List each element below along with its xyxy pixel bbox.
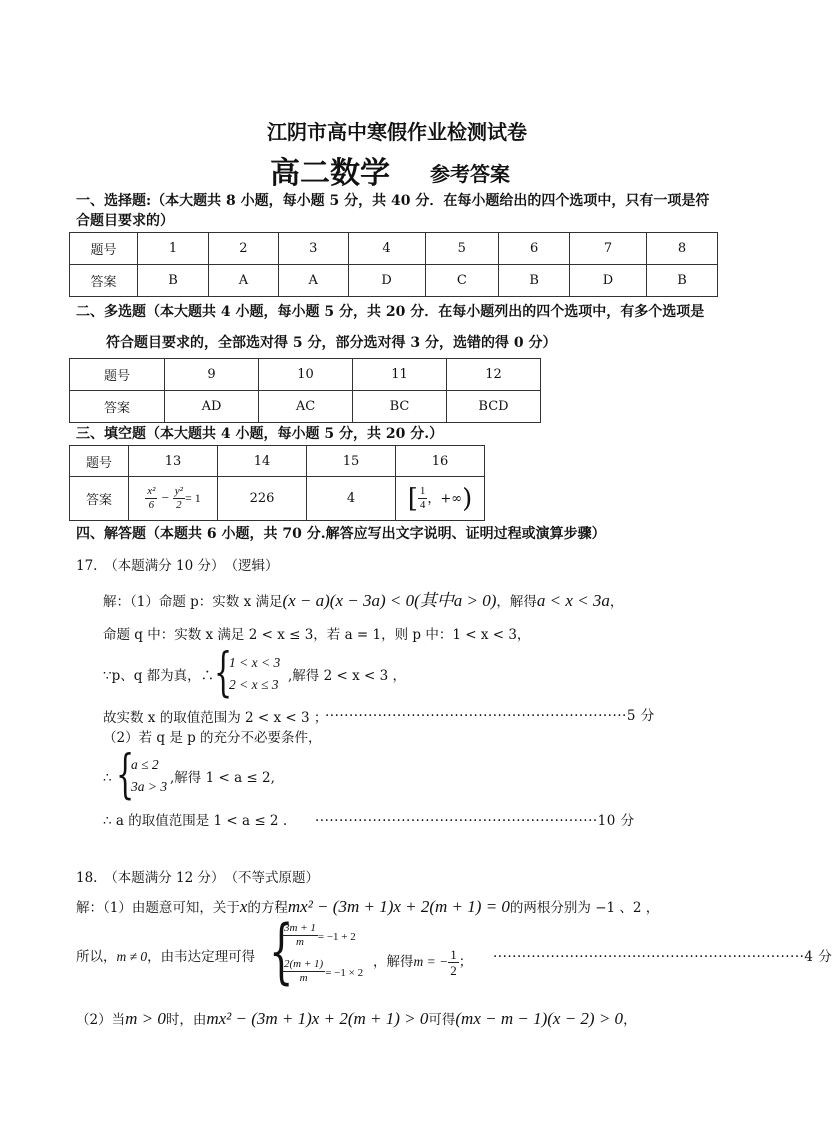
- q18-header: 18. （本题满分 12 分） （不等式原题）: [76, 870, 319, 886]
- q17-score-10: ···························································10 分: [315, 813, 635, 829]
- subject-title: 高二数学: [270, 156, 390, 191]
- text: [76, 947, 255, 967]
- text: [373, 947, 472, 978]
- section2-answer-row: [70, 391, 541, 423]
- table-label-cell: 答案: [70, 391, 165, 423]
- section2-heading-line1: 二、多选题（本大题共 4 小题，每小题 5 分，共 20 分．在每小题列出的四个选项中，有多个选项是: [76, 304, 705, 320]
- number-cell: 13: [129, 446, 218, 477]
- table-label-cell: 题号: [70, 446, 129, 477]
- numerator: 1: [450, 947, 457, 962]
- answer-cell: A: [208, 265, 278, 297]
- math-expr: m ≠ 0: [116, 949, 148, 964]
- section1-answer-row: [70, 265, 718, 297]
- number-cell: 15: [307, 446, 396, 477]
- q18-score-4: ·································································4 分: [493, 949, 832, 965]
- left-brace: {: [214, 643, 233, 703]
- text: （2）当: [76, 1012, 126, 1028]
- answer-cell: B: [646, 265, 717, 297]
- number-cell: 3: [278, 233, 348, 265]
- equation-tail: = 1: [184, 491, 201, 505]
- answer-cell: B: [499, 265, 570, 297]
- text: 时，由: [165, 1012, 207, 1028]
- math-expr: (mx − m − 1)(x − 2) > 0: [455, 1009, 624, 1028]
- table-label-cell: 题号: [70, 233, 138, 265]
- number-cell: 12: [447, 359, 541, 391]
- math-expr: a < x < 3a: [536, 591, 610, 610]
- answer-cell-13: [129, 477, 218, 521]
- numerator: y²: [174, 485, 183, 497]
- numerator: 3m + 1: [284, 922, 316, 934]
- numerator: x²: [147, 485, 156, 497]
- right-paren: ): [462, 483, 473, 514]
- text: ，由韦达定理可得: [147, 949, 256, 965]
- vieta-eq2: [282, 958, 363, 985]
- table-label-cell: 答案: [70, 477, 129, 521]
- answer-cell: 4: [307, 477, 396, 521]
- fraction: [173, 485, 185, 512]
- math-expr: x: [239, 897, 248, 916]
- text: ,解得 1 < a ≤ 2,: [170, 770, 275, 786]
- q17-line1: [103, 591, 623, 612]
- numerator: 2(m + 1): [284, 958, 324, 970]
- number-cell: 5: [425, 233, 499, 265]
- left-bracket: [: [407, 483, 418, 514]
- fraction: [282, 922, 318, 949]
- answer-cell: C: [425, 265, 499, 297]
- math-expr: mx² − (3m + 1)x + 2(m + 1) = 0: [287, 897, 510, 916]
- denominator: m: [295, 936, 304, 948]
- section3-number-row: [70, 446, 485, 477]
- number-cell: 7: [570, 233, 647, 265]
- section1-heading-line2: 合题目要求的）: [76, 213, 174, 229]
- answer-cell: AC: [259, 391, 353, 423]
- answer-cell: 226: [218, 477, 307, 521]
- text: ，解得: [496, 594, 537, 610]
- section2-heading-line2: 符合题目要求的，全部选对得 5 分，部分选对得 3 分，选错的得 0 分）: [106, 335, 557, 351]
- math-expr: m = −: [413, 954, 449, 969]
- exam-title: 江阴市高中寒假作业检测试卷: [267, 120, 527, 144]
- answer-cell: B: [138, 265, 209, 297]
- text: 的方程: [247, 900, 288, 916]
- answer-cell: A: [278, 265, 348, 297]
- fraction: [145, 485, 157, 512]
- section3-table: [69, 445, 485, 521]
- number-cell: 4: [348, 233, 425, 265]
- table-label-cell: 题号: [70, 359, 165, 391]
- q17-score-5: ·······························································5 分: [325, 708, 655, 724]
- answer-cell-16: [396, 477, 485, 521]
- math-expr: (x − a)(x − 3a) < 0(其中a > 0): [282, 591, 497, 610]
- section1-number-row: [70, 233, 718, 265]
- left-brace: {: [269, 910, 294, 992]
- text: ,解得 2 < x < 3 ，: [288, 668, 406, 684]
- q18-line1: [76, 897, 659, 918]
- section4-heading: 四、解答题（本题共 6 小题，共 70 分.解答应写出文字说明、证明过程或演算步骤）: [76, 526, 606, 542]
- denominator: 6: [148, 499, 155, 511]
- text: ，: [609, 594, 624, 610]
- left-brace: {: [116, 745, 135, 805]
- q17-line2: 命题 q 中：实数 x 满足 2 < x ≤ 3，若 a = 1，则 p 中：1 < x < 3，: [103, 627, 531, 643]
- q18-line2: [76, 910, 832, 992]
- fraction: [448, 947, 459, 978]
- text: ，: [623, 1012, 637, 1028]
- vieta-eq1: [282, 922, 356, 949]
- text: ；: [458, 954, 473, 970]
- text: 解：（1）命题 p：实数 x 满足: [103, 594, 283, 610]
- interval-tail: ，+∞: [427, 491, 463, 506]
- table-label-cell: 答案: [70, 265, 138, 297]
- q17-system2: [103, 745, 323, 805]
- q17-line4: 故实数 x 的取值范围为 2 < x < 3 ；: [103, 710, 328, 726]
- fraction: [418, 485, 428, 512]
- section2-table: [69, 358, 541, 423]
- number-cell: 9: [165, 359, 259, 391]
- answer-cell: D: [570, 265, 647, 297]
- number-cell: 10: [259, 359, 353, 391]
- denominator: 4: [419, 499, 426, 511]
- q17-header: 17. （本题满分 10 分） （逻辑）: [76, 558, 279, 574]
- math-expr: mx² − (3m + 1)x + 2(m + 1) > 0: [206, 1009, 429, 1028]
- text: 可得: [428, 1012, 456, 1028]
- equation-rhs: = −1 × 2: [325, 967, 364, 979]
- section3-heading: 三、填空题（本大题共 4 小题，每小题 5 分，共 20 分.）: [76, 426, 444, 442]
- text: 解：（1）由题意可知，关于: [76, 900, 240, 916]
- number-cell: 2: [208, 233, 278, 265]
- text: 所以，: [76, 949, 117, 965]
- q17-line5: （2）若 q 是 p 的充分不必要条件，: [103, 730, 322, 746]
- q17-line7: ∴ a 的取值范围是 1 < a ≤ 2 .: [103, 813, 288, 829]
- number-cell: 14: [218, 446, 307, 477]
- minus-sign: −: [157, 490, 173, 505]
- text: ∵p、q 都为真，∴: [103, 668, 215, 684]
- answer-cell: BC: [353, 391, 447, 423]
- number-cell: 6: [499, 233, 570, 265]
- denominator: m: [299, 972, 308, 984]
- section1-table: [69, 232, 718, 297]
- number-cell: 16: [396, 446, 485, 477]
- number-cell: 8: [646, 233, 717, 265]
- text: ，解得: [373, 954, 414, 970]
- answer-cell: AD: [165, 391, 259, 423]
- section2-number-row: [70, 359, 541, 391]
- section3-answer-row: [70, 477, 485, 521]
- fraction: [282, 958, 325, 985]
- system-eq: a ≤ 2: [131, 757, 159, 772]
- system-eq: 1 < x < 3: [229, 655, 281, 670]
- numerator: 1: [419, 485, 426, 497]
- denominator: 2: [176, 499, 182, 511]
- number-cell: 1: [138, 233, 209, 265]
- q17-system1: [103, 643, 423, 703]
- number-cell: 11: [353, 359, 447, 391]
- section1-heading-line1: 一、选择题:（本大题共 8 小题，每小题 5 分，共 40 分．在每小题给出的四个选项中，只有一项是符: [76, 193, 710, 209]
- q18-line3: [76, 1009, 637, 1030]
- system-eq: 3a > 3: [131, 779, 168, 794]
- text: ∴: [103, 770, 112, 786]
- denominator: 2: [450, 963, 457, 978]
- answer-cell: BCD: [447, 391, 541, 423]
- math-expr: m > 0: [125, 1009, 166, 1028]
- system-eq: 2 < x ≤ 3: [229, 677, 279, 692]
- equation-rhs: = −1 + 2: [317, 931, 356, 943]
- text: 的两根分别为 −1 、2 ，: [509, 900, 660, 916]
- answer-key-label: 参考答案: [430, 162, 510, 186]
- answer-cell: D: [348, 265, 425, 297]
